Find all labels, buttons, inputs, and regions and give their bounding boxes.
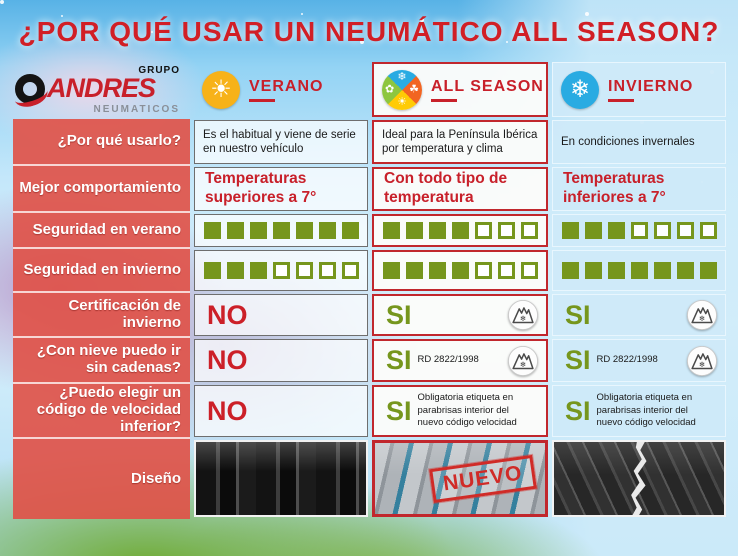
cell-speed-code-invierno: SI Obligatoria etiqueta en parabrisas interior del nuevo código velocidad <box>552 385 726 437</box>
cell-behavior-invierno: Temperaturas inferiores a 7° <box>552 167 726 211</box>
cell-winter-cert-invierno: SI ❄ <box>552 294 726 336</box>
rating-square-empty <box>475 262 492 279</box>
windshield-label-note: Obligatoria etiqueta en parabrisas interior del nuevo código velocidad <box>596 392 696 429</box>
logo-brand-text: ANDRES <box>47 73 156 103</box>
cell-why-invierno: En condiciones invernales <box>552 120 726 164</box>
rating-square-filled <box>406 222 423 239</box>
column-label-verano: VERANO <box>249 77 324 95</box>
cell-snow-chains-verano: NO <box>194 339 368 382</box>
rating-square-filled <box>227 222 244 239</box>
rating-square-empty <box>521 262 538 279</box>
rating-summer-invierno <box>552 214 726 247</box>
comparison-table <box>13 62 726 519</box>
column-header-all-season <box>372 62 548 117</box>
cell-snow-chains-invierno: SI RD 2822/1998 ❄ <box>552 339 726 382</box>
cell-behavior-all-season: Con todo tipo de temperatura <box>372 167 548 211</box>
rating-square-empty <box>654 222 671 239</box>
sun-glyph: ☀ <box>397 95 407 108</box>
flower-glyph: ✿ <box>385 83 395 95</box>
rating-summer-all-season <box>372 214 548 247</box>
windshield-label-note: Obligatoria etiqueta en parabrisas interior del nuevo código velocidad <box>417 392 517 429</box>
snowflake-glyph: ❄ <box>397 70 407 83</box>
rating-winter-verano <box>194 250 368 291</box>
rating-square-filled <box>204 222 221 239</box>
rating-square-filled <box>429 222 446 239</box>
column-label-all-season: ALL SEASON <box>431 77 544 95</box>
rating-square-filled <box>562 222 579 239</box>
summer-tire-tread-image <box>194 440 368 517</box>
rating-winter-invierno <box>552 250 726 291</box>
row-label-snow-chains: ¿Con nieve puedo ir sin cadenas? <box>13 338 190 384</box>
rating-square-filled <box>562 262 579 279</box>
3pmsf-icon <box>686 345 718 377</box>
underline-decoration <box>608 99 634 102</box>
rating-square-filled <box>383 222 400 239</box>
page-title: ¿POR QUÉ USAR UN NEUMÁTICO ALL SEASON? <box>18 16 720 47</box>
cell-speed-code-verano: NO <box>194 385 368 437</box>
rating-square-filled <box>383 262 400 279</box>
tread-zigzag-decoration <box>629 440 649 517</box>
column-label-invierno: INVIERNO <box>608 77 694 95</box>
rating-square-empty <box>319 262 336 279</box>
tire-o-icon <box>15 74 45 104</box>
rating-square-filled <box>631 262 648 279</box>
rating-square-filled <box>654 262 671 279</box>
rating-winter-all-season <box>372 250 548 291</box>
rating-square-filled <box>342 222 359 239</box>
rating-square-filled <box>406 262 423 279</box>
rating-square-filled <box>273 222 290 239</box>
row-label-winter-safety: Seguridad en invierno <box>13 249 190 293</box>
rating-square-empty <box>677 222 694 239</box>
rating-square-filled <box>250 262 267 279</box>
rating-square-filled <box>452 222 469 239</box>
row-label-design: Diseño <box>13 439 190 519</box>
logo-group-text: GRUPO <box>138 65 180 76</box>
cell-why-all-season: Ideal para la Península Ibérica por temperatura y clima <box>372 120 548 164</box>
row-label-speed-code: ¿Puedo elegir un código de velocidad inferior? <box>13 384 190 439</box>
logo-subtitle-text: NEUMATICOS <box>93 104 180 115</box>
rating-square-filled <box>227 262 244 279</box>
rating-square-empty <box>631 222 648 239</box>
rating-square-filled <box>677 262 694 279</box>
3pmsf-icon <box>686 299 718 331</box>
cell-winter-cert-verano: NO <box>194 294 368 336</box>
cell-snow-chains-all-season: SI RD 2822/1998 ❄ <box>372 339 548 382</box>
row-label-behavior: Mejor comportamiento <box>13 166 190 213</box>
leaf-glyph: ☘ <box>409 83 419 95</box>
cell-winter-cert-all-season: SI ❄ <box>372 294 548 336</box>
legal-note: RD 2822/1998 <box>596 354 658 366</box>
four-seasons-icon <box>382 70 422 110</box>
brand-logo <box>13 62 190 117</box>
underline-decoration <box>431 99 457 102</box>
cell-speed-code-all-season: SI Obligatoria etiqueta en parabrisas interior del nuevo código velocidad <box>372 385 548 437</box>
svg-text:❄: ❄ <box>519 314 527 324</box>
rating-square-filled <box>608 262 625 279</box>
rating-square-filled <box>204 262 221 279</box>
rating-square-empty <box>342 262 359 279</box>
3pmsf-icon <box>507 345 539 377</box>
row-label-winter-cert: Certificación de invierno <box>13 293 190 338</box>
rating-square-empty <box>475 222 492 239</box>
rating-square-filled <box>250 222 267 239</box>
cell-behavior-verano: Temperaturas superiores a 7° <box>194 167 368 211</box>
column-header-verano <box>194 62 368 117</box>
all-season-tire-tread-image <box>372 440 548 517</box>
rating-square-filled <box>585 262 602 279</box>
rating-square-empty <box>273 262 290 279</box>
row-label-summer-safety: Seguridad en verano <box>13 213 190 249</box>
rating-square-empty <box>700 222 717 239</box>
nuevo-stamp: NUEVO <box>429 454 536 502</box>
rating-square-empty <box>296 262 313 279</box>
row-label-why: ¿Por qué usarlo? <box>13 119 190 166</box>
rating-square-filled <box>452 262 469 279</box>
rating-square-filled <box>608 222 625 239</box>
rating-summer-verano <box>194 214 368 247</box>
3pmsf-icon <box>507 299 539 331</box>
column-header-invierno <box>552 62 726 117</box>
winter-tire-tread-image <box>552 440 726 517</box>
rating-square-empty <box>498 222 515 239</box>
svg-text:❄: ❄ <box>698 359 706 369</box>
rating-square-filled <box>429 262 446 279</box>
rating-square-filled <box>700 262 717 279</box>
underline-decoration <box>249 99 275 102</box>
snowflake-icon: ❄ <box>561 71 599 109</box>
rating-square-filled <box>585 222 602 239</box>
cell-why-verano: Es el habitual y viene de serie en nuestro vehículo <box>194 120 368 164</box>
rating-square-filled <box>319 222 336 239</box>
svg-text:❄: ❄ <box>698 314 706 324</box>
legal-note: RD 2822/1998 <box>417 354 479 366</box>
svg-text:❄: ❄ <box>519 359 527 369</box>
snow-dots-decoration <box>0 0 4 4</box>
rating-square-filled <box>296 222 313 239</box>
rating-square-empty <box>498 262 515 279</box>
rating-square-empty <box>521 222 538 239</box>
sun-icon: ☀ <box>202 71 240 109</box>
